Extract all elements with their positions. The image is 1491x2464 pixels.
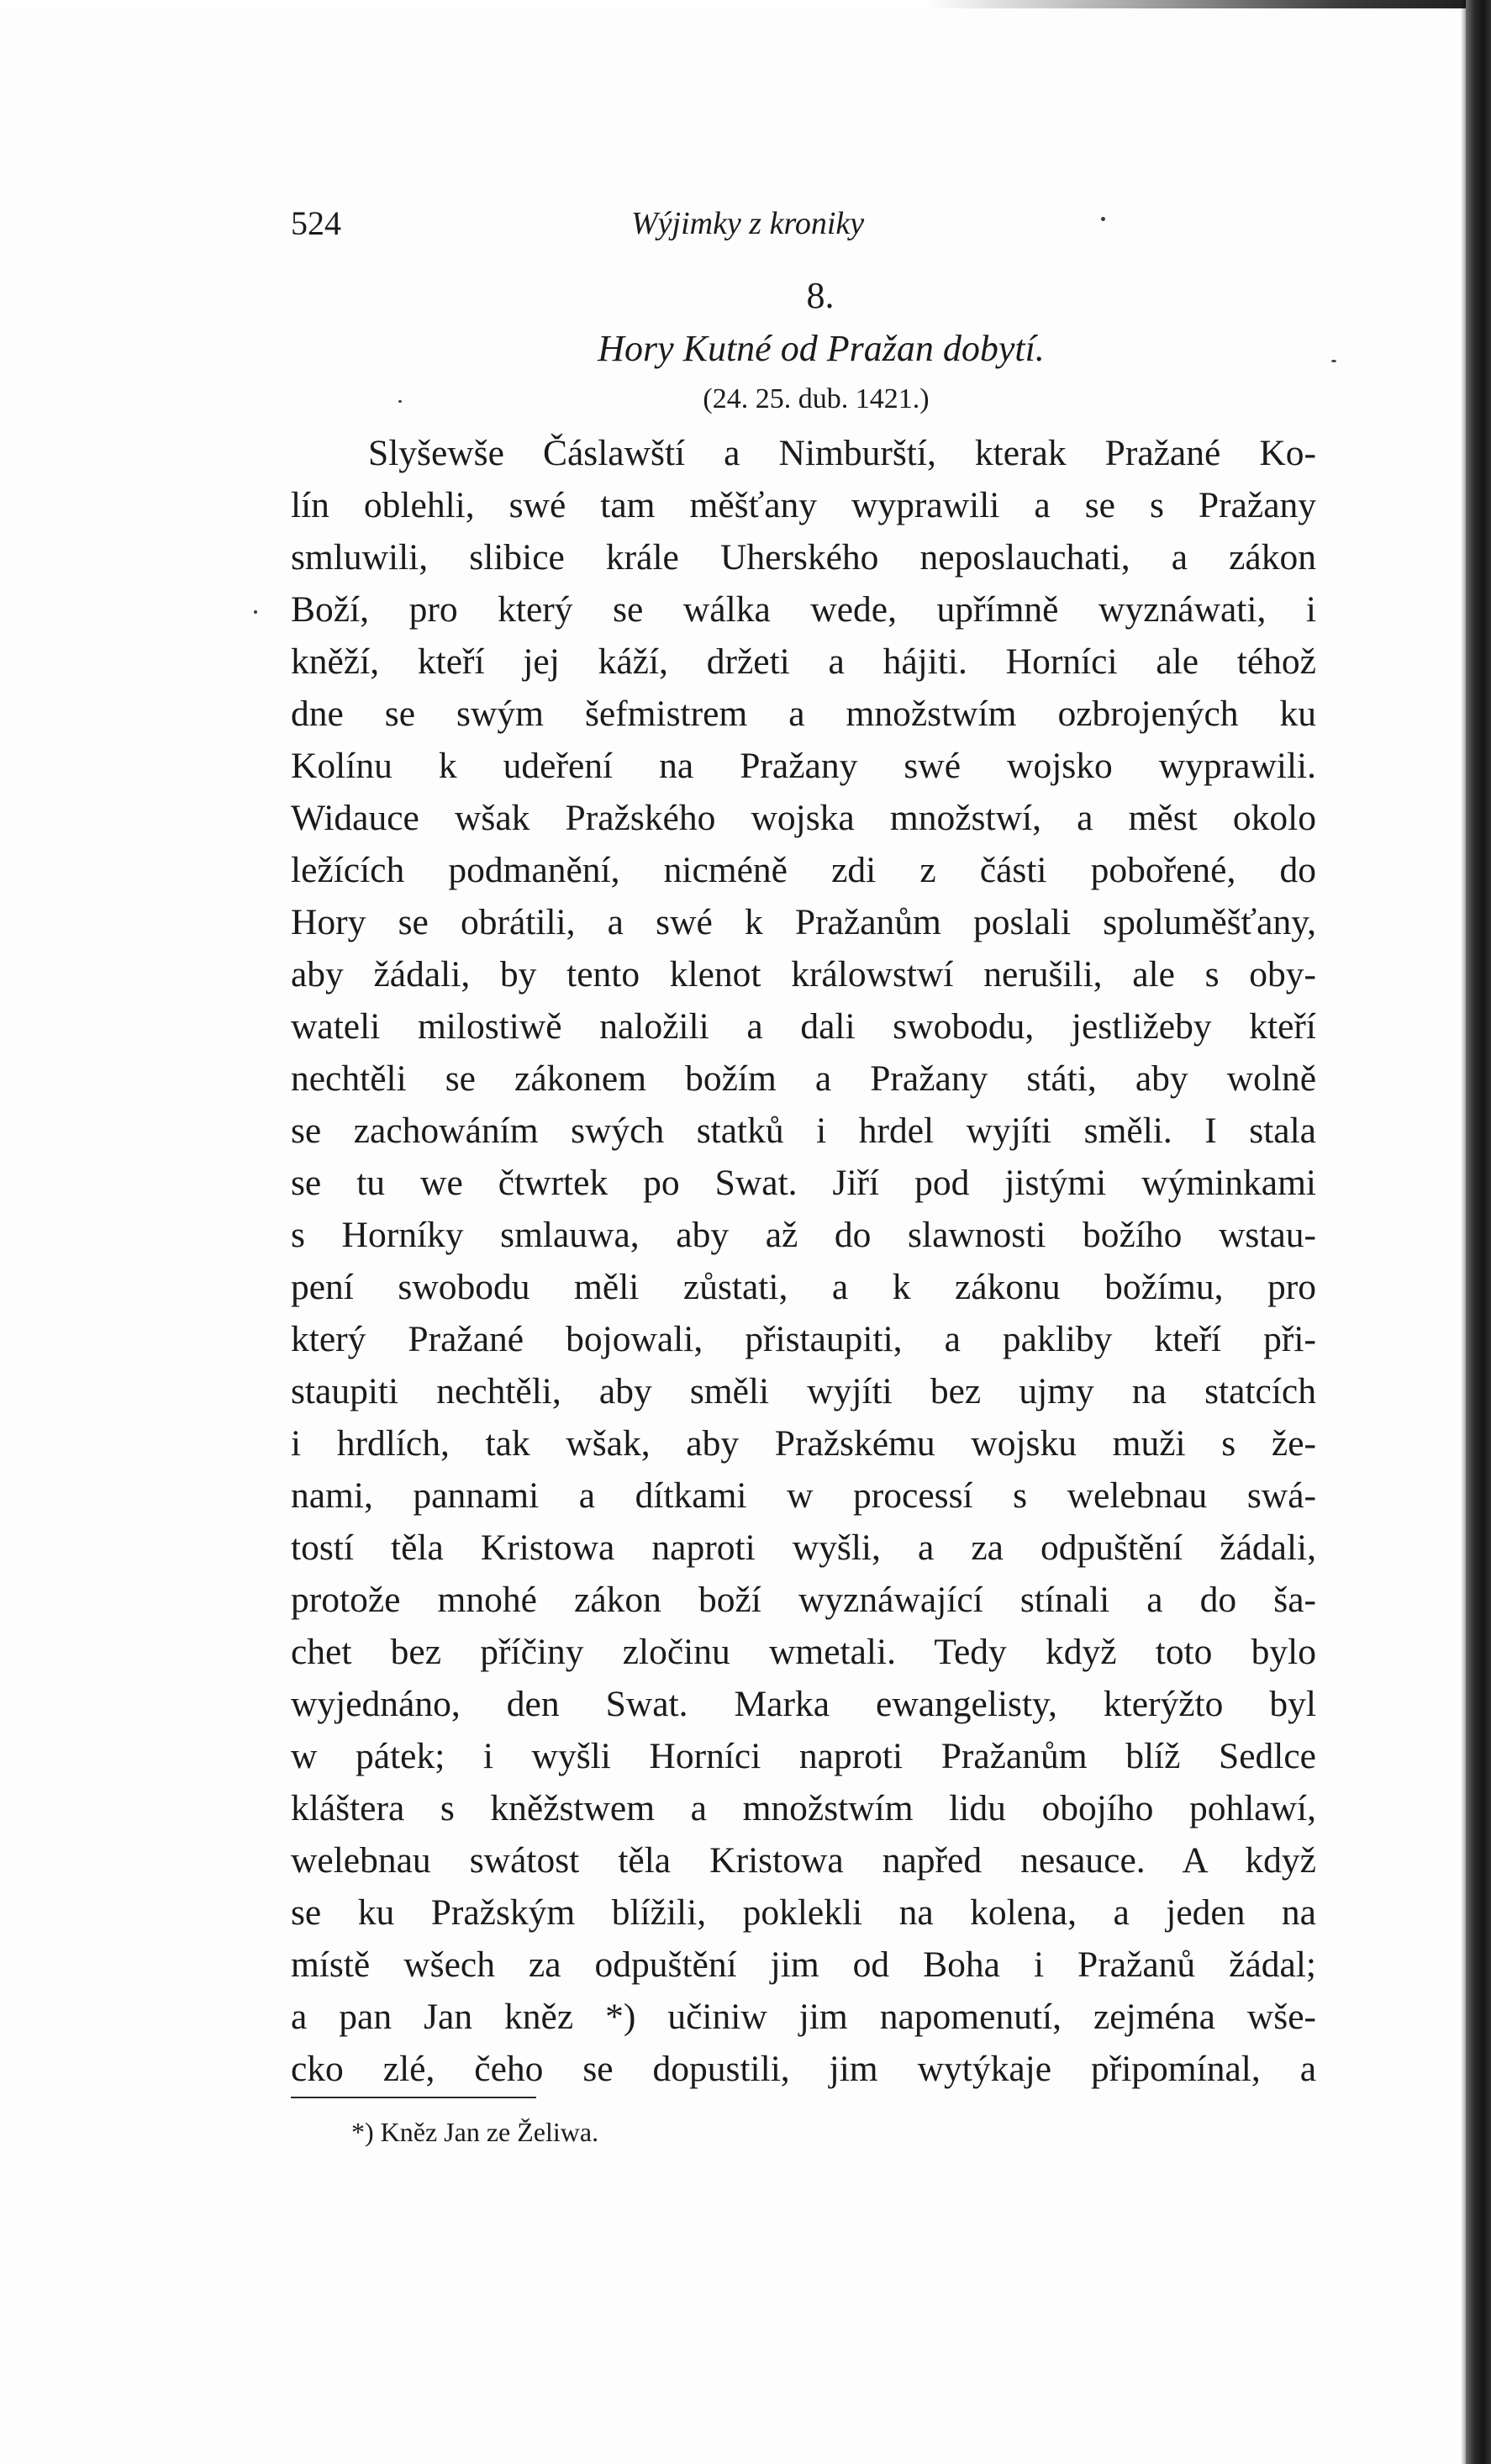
section-date: (24. 25. dub. 1421.) bbox=[703, 383, 930, 414]
section-title: Hory Kutné od Pražan dobytí. bbox=[598, 328, 1045, 369]
text-line: wyjednáno, den Swat. Marka ewangelisty, kterýžto byl bbox=[291, 1684, 1316, 1724]
scan-top-edge bbox=[0, 0, 1491, 8]
text-line: s Horníky smlauwa, aby až do slawnosti božího wstau- bbox=[291, 1215, 1316, 1255]
text-line: se tu we čtwrtek po Swat. Jiří pod jistými wýminkami bbox=[291, 1163, 1316, 1203]
text-line: w pátek; i wyšli Horníci naproti Pražanům blíž Sedlce bbox=[291, 1736, 1316, 1776]
text-line: cko zlé, čeho se dopustili, jim wytýkaje připomínal, a bbox=[291, 2049, 1316, 2089]
text-line: Slyšewše Čáslawští a Nimburští, kterak Pražané Ko- bbox=[368, 433, 1316, 473]
text-line: dne se swým šefmistrem a množstwím ozbrojených ku bbox=[291, 694, 1316, 734]
text-line: místě wšech za odpuštění jim od Boha i Pražanů žádal; bbox=[291, 1944, 1316, 1985]
text-line: welebnau swátost těla Kristowa napřed nesauce. A když bbox=[291, 1840, 1316, 1881]
text-line: který Pražané bojowali, přistaupiti, a pakliby kteří při- bbox=[291, 1319, 1316, 1359]
footnote: *) Kněz Jan ze Želiwa. bbox=[351, 2117, 599, 2147]
text-line: ležících podmanění, nicméně zdi z části pobořené, do bbox=[291, 850, 1316, 890]
footnote-rule bbox=[291, 2097, 536, 2098]
text-line: nami, pannami a dítkami w processí s welebnau swá- bbox=[291, 1475, 1316, 1516]
body-text bbox=[291, 427, 1316, 2095]
text-line: Kolínu k udeření na Pražany swé wojsko wyprawili. bbox=[291, 746, 1316, 786]
text-line: tostí těla Kristowa naproti wyšli, a za odpuštění žádali, bbox=[291, 1527, 1316, 1568]
page-number: 524 bbox=[291, 204, 341, 242]
text-line: lín oblehli, swé tam měšťany wyprawili a se s Pražany bbox=[291, 485, 1316, 525]
text-line: a pan Jan kněz *) učiniw jim napomenutí, zejména wše- bbox=[291, 1997, 1316, 2037]
text-line: nechtěli se zákonem božím a Pražany státi, aby wolně bbox=[291, 1058, 1316, 1099]
text-line: pení swobodu měli zůstati, a k zákonu božímu, pro bbox=[291, 1267, 1316, 1307]
scan-speck bbox=[1331, 360, 1336, 362]
scan-speck bbox=[254, 610, 257, 614]
text-line: protože mnohé zákon boží wyznáwající stínali a do ša- bbox=[291, 1580, 1316, 1620]
scan-speck bbox=[1101, 217, 1105, 221]
text-line: se ku Pražským blížili, poklekli na kolena, a jeden na bbox=[291, 1892, 1316, 1933]
text-line: staupiti nechtěli, aby směli wyjíti bez ujmy na statcích bbox=[291, 1371, 1316, 1411]
text-line: Widauce wšak Pražského wojska množstwí, a měst okolo bbox=[291, 798, 1316, 838]
text-line: kláštera s kněžstwem a množstwím lidu obojího pohlawí, bbox=[291, 1788, 1316, 1828]
scan-speck bbox=[398, 400, 402, 403]
page-header bbox=[291, 200, 1308, 247]
running-title: Wýjimky z kroniky bbox=[631, 206, 865, 241]
text-line: Boží, pro který se wálka wede, upřímně wyznáwati, i bbox=[291, 589, 1316, 630]
text-line: i hrdlích, tak wšak, aby Pražskému wojsku muži s že- bbox=[291, 1423, 1316, 1464]
text-line: Hory se obrátili, a swé k Pražanům poslali spoluměšťany, bbox=[291, 902, 1316, 942]
section-number: 8. bbox=[806, 275, 835, 316]
text-line: smluwili, slibice krále Uherského neposlauchati, a zákon bbox=[291, 537, 1316, 578]
text-line: chet bez příčiny zločinu wmetali. Tedy když toto bylo bbox=[291, 1632, 1316, 1672]
text-line: aby žádali, by tento klenot králowstwí nerušili, ale s oby- bbox=[291, 954, 1316, 995]
text-line: wateli milostiwě naložili a dali swobodu, jestližeby kteří bbox=[291, 1006, 1316, 1047]
text-line: se zachowáním swých statků i hrdel wyjíti směli. I stala bbox=[291, 1111, 1316, 1151]
text-line: kněží, kteří jej káží, držeti a hájiti. Horníci ale téhož bbox=[291, 641, 1316, 682]
